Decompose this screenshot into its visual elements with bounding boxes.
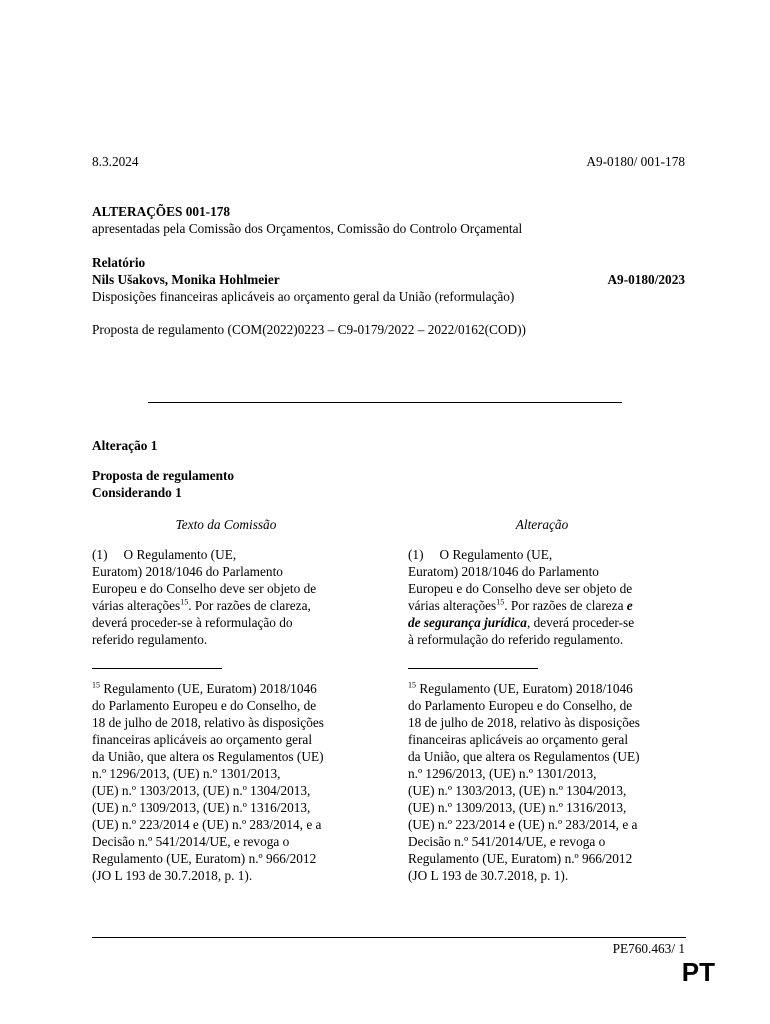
footnote-number: 15: [408, 680, 416, 690]
amendment-text-title: Alteração: [515, 517, 569, 532]
footnote-right: $^{15}$ Regulamento (UE, Euratom) 2018/1046 do Parlamento Europeu e do Conselho, de 18 de julho de 2018, relativo às disposições financeiras aplicáveis ao orçamento geral da União, que altera os Regulamentos (UE) n.º 1296/2013, (UE) n.º 1301/2013, (UE) n.º 1303/2013, (UE) n.º 1304/2013, (UE) n.º 1309/2013, (UE) n.º 1316/2013, (UE) n.º 223/2014 e (UE) n.º 283/2014, e a Decisão n.º 541/2014/UE, e revoga o Regulamento (UE, Euratom) n.º 966/2012 (JO L 193 de 30.7.2018, p. 1).: [408, 680, 640, 883]
document-date: 8.3.2024: [92, 154, 139, 169]
inserted-text: de segurança jurídica: [408, 615, 527, 630]
report-authors: Nils Ušakovs, Monika Hohlmeier: [92, 272, 280, 287]
footer-rule: [92, 937, 686, 938]
paragraph-number: (1): [92, 547, 108, 562]
footnote-number: 15: [92, 680, 100, 690]
report-subject: Disposições financeiras aplicáveis ao orçamento geral da União (reformulação): [92, 289, 515, 304]
page-reference: PE760.463/ 1: [612, 941, 685, 956]
amendment-text: (1) O Regulamento (UE, Euratom) 2018/1046 do Parlamento Europeu e do Conselho deve ser objeto de várias alterações$^{15}$. Por razões de clareza e de segurança jurídica, deverá proceder-se à reformulação do referido regulamento.: [408, 547, 635, 647]
footnote-separator-left: [92, 668, 222, 669]
amendments-title: ALTERAÇÕES 001-178: [92, 204, 231, 219]
footnote-separator-right: [408, 668, 538, 669]
recital-label: Considerando 1: [92, 485, 182, 500]
footnote-left: $^{15}$ Regulamento (UE, Euratom) 2018/1046 do Parlamento Europeu e do Conselho, de 18 de julho de 2018, relativo às disposições financeiras aplicáveis ao orçamento geral da União, que altera os Regulamentos (UE) n.º 1296/2013, (UE) n.º 1301/2013, (UE) n.º 1303/2013, (UE) n.º 1304/2013, (UE) n.º 1309/2013, (UE) n.º 1316/2013, (UE) n.º 223/2014 e (UE) n.º 283/2014, e a Decisão n.º 541/2014/UE, e revoga o Regulamento (UE, Euratom) n.º 966/2012 (JO L 193 de 30.7.2018, p. 1).: [92, 680, 324, 883]
footnote-ref[interactable]: 15: [496, 597, 505, 607]
amendment-heading: Alteração 1: [92, 438, 158, 453]
commission-text-title: Texto da Comissão: [175, 517, 277, 532]
section-separator: [148, 402, 622, 403]
footnote-ref[interactable]: 15: [180, 597, 189, 607]
proposal-reference: Proposta de regulamento (COM(2022)0223 – C9-0179/2022 – 2022/0162(COD)): [92, 322, 526, 337]
inserted-text: e: [626, 598, 633, 613]
document-reference: A9-0180/ 001-178: [586, 154, 685, 169]
report-number: A9-0180/2023: [607, 272, 685, 287]
report-label: Relatório: [92, 255, 146, 270]
proposal-label: Proposta de regulamento: [92, 468, 235, 483]
commission-text: (1) O Regulamento (UE, Euratom) 2018/1046 do Parlamento Europeu e do Conselho deve ser objeto de várias alterações$^{15}$. Por razões de clareza, deverá proceder-se à reformulação do referido regulamento.: [92, 547, 317, 647]
tabled-by: apresentadas pela Comissão dos Orçamentos, Comissão do Controlo Orçamental: [92, 221, 523, 236]
paragraph-number: (1): [408, 547, 424, 562]
language-code: PT: [681, 957, 715, 987]
